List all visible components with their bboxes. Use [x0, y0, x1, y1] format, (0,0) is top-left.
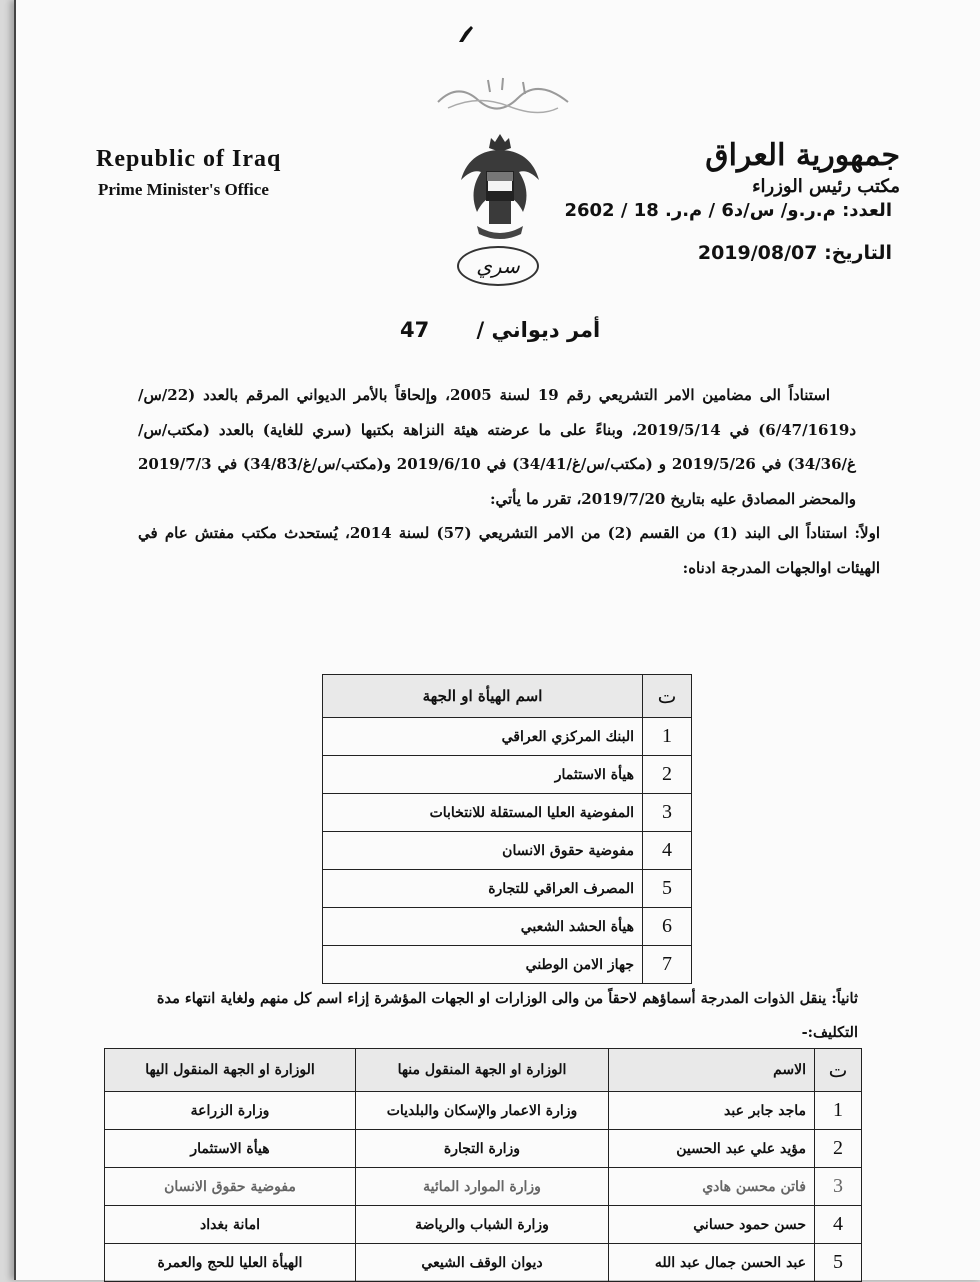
column-header: الوزارة او الجهة المنقول منها: [356, 1049, 609, 1092]
row-number: 5: [815, 1244, 862, 1282]
transfer-to: الهيأة العليا للحج والعمرة: [105, 1244, 356, 1282]
column-header: ت: [643, 675, 692, 718]
person-name: حسن حمود حساني: [609, 1206, 815, 1244]
transfer-to: امانة بغداد: [105, 1206, 356, 1244]
column-header: الوزارة او الجهة المنقول اليها: [105, 1049, 356, 1092]
row-number: 5: [643, 870, 692, 908]
column-header: الاسم: [609, 1049, 815, 1092]
row-number: 4: [643, 832, 692, 870]
row-number: 2: [815, 1130, 862, 1168]
table-row: [323, 908, 692, 946]
table-row: [105, 1092, 862, 1130]
row-number: 3: [643, 794, 692, 832]
intro-paragraph: استناداً الى مضامين الامر التشريعي رقم 19 لسنة 2005، وإلحاقاً بالأمر الديواني المرقم بالعدد (22/س/د6/47/1619) في 2019/5/14، وبناءً على ما عرضته هيئة النزاهة بكتبها (سري للغاية) بالعدد (مكتب/س/غ/34/36) في 2019/5/26 و (مكتب/س/غ/34/41) في 2019/6/10 و(مكتب/س/غ/34/83) في 2019/7/3 والمحضر المصادق عليه بتاريخ 2019/7/20، تقرر ما يأتي:: [138, 386, 857, 508]
second-clause: [118, 982, 858, 1050]
ink-mark: [455, 22, 475, 44]
table-row: [323, 946, 692, 984]
table-header-row: [105, 1049, 862, 1092]
person-name: فاتن محسن هادي: [609, 1168, 815, 1206]
second-clause-text: ثانياً: ينقل الذوات المدرجة أسماؤهم لاحقاً من والى الوزارات او الجهات المؤشرة إزاء اسم كل منهم ولغاية انتهاء مدة التكليف:-: [156, 990, 858, 1041]
table-row: [323, 794, 692, 832]
table-row: [323, 718, 692, 756]
entity-name: المصرف العراقي للتجارة: [323, 870, 643, 908]
column-header: اسم الهيأة او الجهة: [323, 675, 643, 718]
transfer-to: مفوضية حقوق الانسان: [105, 1168, 356, 1206]
first-clause: اولاً: استناداً الى البند (1) من القسم (2) من الامر التشريعي (57) لسنة 2014، يُستحدث مكتب مفتش عام في الهيئات اوالجهات المدرجة ادناه:: [138, 524, 881, 577]
header-arabic-title: جمهورية العراق: [705, 138, 900, 173]
transfers-table: [104, 1048, 862, 1282]
row-number: 6: [643, 908, 692, 946]
header-english-title: Republic of Iraq: [96, 146, 282, 172]
entity-name: هيأة الاستثمار: [323, 756, 643, 794]
row-number: 1: [643, 718, 692, 756]
column-header: ت: [815, 1049, 862, 1092]
entities-table: [322, 674, 692, 984]
table-header-row: [323, 675, 692, 718]
transfer-to: هيأة الاستثمار: [105, 1130, 356, 1168]
row-number: 3: [815, 1168, 862, 1206]
calligraphy-emblem-text: [428, 72, 578, 114]
order-label: أمر ديواني /: [476, 318, 601, 342]
transfer-from: وزارة التجارة: [356, 1130, 609, 1168]
transfer-from: وزارة الاعمار والإسكان والبلديات: [356, 1092, 609, 1130]
table-row: [105, 1168, 862, 1206]
transfer-to: وزارة الزراعة: [105, 1092, 356, 1130]
table-row: [323, 870, 692, 908]
transfer-from: وزارة الموارد المائية: [356, 1168, 609, 1206]
order-heading: [400, 318, 600, 342]
header-english-subtitle: Prime Minister's Office: [98, 180, 269, 199]
person-name: ماجد جابر عبد: [609, 1092, 815, 1130]
table-row: [323, 756, 692, 794]
entity-name: المفوضية العليا المستقلة للانتخابات: [323, 794, 643, 832]
header-arabic-subtitle: مكتب رئيس الوزراء: [752, 176, 900, 197]
document-body: [138, 378, 881, 585]
entity-name: البنك المركزي العراقي: [323, 718, 643, 756]
reference-number: العدد: م.ر.و/ س/د6 / م.ر. 18 / 2602: [564, 200, 892, 221]
row-number: 7: [643, 946, 692, 984]
document-date: التاريخ: 2019/08/07: [697, 242, 892, 264]
transfer-from: ديوان الوقف الشيعي: [356, 1244, 609, 1282]
secret-stamp: سري: [457, 246, 539, 286]
entity-name: مفوضية حقوق الانسان: [323, 832, 643, 870]
row-number: 2: [643, 756, 692, 794]
entity-name: جهاز الامن الوطني: [323, 946, 643, 984]
table-row: [105, 1244, 862, 1282]
order-number: 47: [400, 318, 430, 342]
table-row: [323, 832, 692, 870]
person-name: مؤيد علي عبد الحسين: [609, 1130, 815, 1168]
row-number: 4: [815, 1206, 862, 1244]
entity-name: هيأة الحشد الشعبي: [323, 908, 643, 946]
row-number: 1: [815, 1092, 862, 1130]
person-name: عبد الحسن جمال عبد الله: [609, 1244, 815, 1282]
table-row: [105, 1206, 862, 1244]
transfer-from: وزارة الشباب والرياضة: [356, 1206, 609, 1244]
eagle-emblem-icon: [455, 128, 545, 243]
table-row: [105, 1130, 862, 1168]
